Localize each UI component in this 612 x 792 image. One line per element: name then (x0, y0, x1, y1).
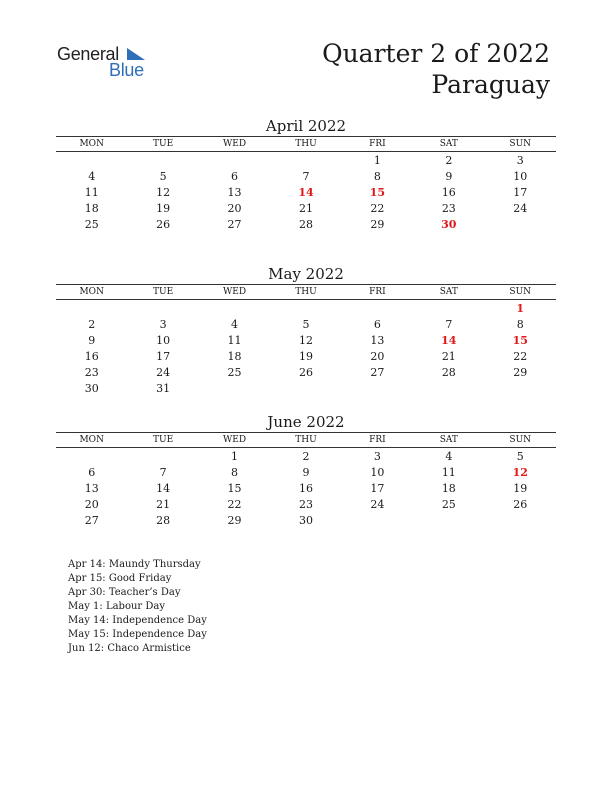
day-cell: 24 (513, 202, 528, 215)
empty-day-cell (413, 513, 484, 529)
day-cell: 30 (84, 382, 99, 395)
day-cell: 3 (373, 450, 381, 463)
day-cell: 4 (445, 450, 453, 463)
day-cell: 22 (227, 498, 242, 511)
holiday-note: May 14: Independence Day (68, 615, 207, 626)
month-calendar (56, 264, 556, 397)
holiday-day-cell: 12 (512, 466, 528, 479)
weekday-label: FRI (369, 435, 386, 445)
day-cell: 5 (516, 450, 524, 463)
day-cell: 26 (156, 218, 171, 231)
holiday-note: May 1: Labour Day (68, 601, 165, 612)
holiday-day-cell: 15 (369, 186, 386, 199)
day-cell: 26 (513, 498, 528, 511)
empty-day-cell (485, 217, 556, 233)
day-cell: 21 (156, 498, 171, 511)
week-row (56, 513, 556, 529)
day-cell: 4 (88, 170, 96, 183)
day-cell: 2 (88, 318, 96, 331)
week-row (56, 185, 556, 201)
day-cell: 23 (298, 498, 313, 511)
day-cell: 25 (441, 498, 456, 511)
day-cell: 13 (227, 186, 242, 199)
day-cell: 19 (513, 482, 528, 495)
day-cell: 7 (302, 170, 310, 183)
week-row (56, 449, 556, 465)
day-cell: 14 (156, 482, 171, 495)
week-row (56, 349, 556, 365)
title-country: Paraguay (431, 70, 550, 99)
page-title (322, 38, 550, 100)
day-cell: 18 (227, 350, 242, 363)
day-cell: 27 (84, 514, 99, 527)
day-cell: 9 (88, 334, 96, 347)
day-cell: 4 (231, 318, 239, 331)
weekday-header (56, 432, 556, 448)
week-row (56, 153, 556, 169)
day-cell: 27 (227, 218, 242, 231)
day-cell: 27 (370, 366, 385, 379)
day-cell: 9 (302, 466, 310, 479)
month-calendar (56, 116, 556, 233)
day-cell: 29 (227, 514, 242, 527)
day-cell: 25 (227, 366, 242, 379)
weekday-label: THU (295, 139, 317, 149)
day-cell: 16 (298, 482, 313, 495)
empty-day-cell (127, 449, 198, 465)
day-cell: 5 (302, 318, 310, 331)
logo-word-blue: Blue (109, 60, 144, 80)
week-row (56, 497, 556, 513)
month-title: June 2022 (267, 413, 345, 431)
day-cell: 10 (370, 466, 385, 479)
empty-day-cell (413, 381, 484, 397)
day-cell: 6 (231, 170, 239, 183)
empty-day-cell (413, 301, 484, 317)
empty-day-cell (56, 449, 127, 465)
day-cell: 28 (298, 218, 313, 231)
week-row (56, 201, 556, 217)
weekday-label: TUE (153, 435, 174, 445)
day-cell: 11 (227, 334, 242, 347)
logo-word-general: General (57, 44, 119, 64)
weekday-label: THU (295, 435, 317, 445)
weekday-label: WED (223, 435, 247, 445)
empty-day-cell (56, 301, 127, 317)
day-cell: 13 (370, 334, 385, 347)
weekday-label: MON (79, 139, 104, 149)
logo-triangle-icon (125, 47, 145, 61)
week-row (56, 217, 556, 233)
day-cell: 12 (156, 186, 171, 199)
title-quarter: Quarter 2 of 2022 (322, 39, 550, 68)
week-row (56, 365, 556, 381)
day-cell: 21 (298, 202, 313, 215)
day-cell: 8 (231, 466, 239, 479)
weekday-header (56, 284, 556, 300)
day-cell: 30 (298, 514, 313, 527)
weekday-label: SAT (439, 139, 458, 149)
empty-day-cell (270, 381, 341, 397)
week-row (56, 465, 556, 481)
holiday-day-cell: 15 (512, 334, 528, 347)
weekday-header (56, 136, 556, 152)
weekday-label: SAT (439, 287, 458, 297)
day-cell: 6 (373, 318, 381, 331)
day-cell: 3 (516, 154, 524, 167)
empty-day-cell (127, 153, 198, 169)
empty-day-cell (270, 301, 341, 317)
month-calendar (56, 412, 556, 529)
weekday-label: SUN (509, 139, 532, 149)
week-row (56, 169, 556, 185)
empty-day-cell (485, 381, 556, 397)
holiday-note: May 15: Independence Day (68, 629, 207, 640)
empty-day-cell (342, 381, 413, 397)
week-row (56, 381, 556, 397)
day-cell: 23 (84, 366, 99, 379)
holiday-day-cell: 30 (441, 218, 457, 231)
day-cell: 22 (513, 350, 528, 363)
weekday-label: FRI (369, 287, 386, 297)
empty-day-cell (56, 153, 127, 169)
weekday-label: TUE (153, 139, 174, 149)
day-cell: 17 (156, 350, 171, 363)
weekday-label: TUE (153, 287, 174, 297)
holiday-note: Jun 12: Chaco Armistice (68, 643, 191, 654)
weekday-label: WED (223, 287, 247, 297)
empty-day-cell (199, 301, 270, 317)
holiday-note: Apr 14: Maundy Thursday (68, 559, 201, 570)
day-cell: 25 (84, 218, 99, 231)
day-cell: 9 (445, 170, 453, 183)
weekday-label: SUN (509, 435, 532, 445)
day-cell: 8 (373, 170, 381, 183)
day-cell: 13 (84, 482, 99, 495)
day-cell: 19 (298, 350, 313, 363)
day-cell: 24 (156, 366, 171, 379)
empty-day-cell (342, 513, 413, 529)
empty-day-cell (342, 301, 413, 317)
day-cell: 22 (370, 202, 385, 215)
day-cell: 2 (302, 450, 310, 463)
empty-day-cell (199, 381, 270, 397)
day-cell: 20 (84, 498, 99, 511)
day-cell: 15 (227, 482, 242, 495)
day-cell: 28 (441, 366, 456, 379)
day-cell: 11 (441, 466, 456, 479)
day-cell: 16 (84, 350, 99, 363)
day-cell: 5 (159, 170, 167, 183)
day-cell: 7 (445, 318, 453, 331)
holiday-day-cell: 14 (441, 334, 457, 347)
holiday-day-cell: 1 (516, 302, 525, 315)
day-cell: 20 (227, 202, 242, 215)
empty-day-cell (127, 301, 198, 317)
day-cell: 7 (159, 466, 167, 479)
weekday-label: SAT (439, 435, 458, 445)
holiday-note: Apr 30: Teacher’s Day (68, 587, 181, 598)
day-cell: 17 (513, 186, 528, 199)
day-cell: 21 (441, 350, 456, 363)
day-cell: 18 (84, 202, 99, 215)
day-cell: 24 (370, 498, 385, 511)
weekday-label: SUN (509, 287, 532, 297)
week-row (56, 481, 556, 497)
day-cell: 20 (370, 350, 385, 363)
empty-day-cell (199, 153, 270, 169)
holiday-notes (68, 558, 207, 656)
day-cell: 28 (156, 514, 171, 527)
day-cell: 29 (370, 218, 385, 231)
holiday-day-cell: 14 (298, 186, 314, 199)
month-title: May 2022 (268, 265, 344, 283)
holiday-note: Apr 15: Good Friday (68, 573, 172, 584)
week-row (56, 301, 556, 317)
day-cell: 2 (445, 154, 453, 167)
day-cell: 11 (84, 186, 99, 199)
logo (57, 44, 167, 84)
day-cell: 10 (156, 334, 171, 347)
month-title: April 2022 (265, 117, 347, 135)
day-cell: 29 (513, 366, 528, 379)
day-cell: 8 (516, 318, 524, 331)
day-cell: 26 (298, 366, 313, 379)
day-cell: 31 (156, 382, 171, 395)
day-cell: 10 (513, 170, 528, 183)
weekday-label: MON (79, 435, 104, 445)
weekday-label: WED (223, 139, 247, 149)
weekday-label: THU (295, 287, 317, 297)
week-row (56, 317, 556, 333)
day-cell: 19 (156, 202, 171, 215)
day-cell: 1 (373, 154, 381, 167)
day-cell: 23 (441, 202, 456, 215)
weekday-label: FRI (369, 139, 386, 149)
empty-day-cell (270, 153, 341, 169)
empty-day-cell (485, 513, 556, 529)
day-cell: 18 (441, 482, 456, 495)
day-cell: 6 (88, 466, 96, 479)
day-cell: 16 (441, 186, 456, 199)
day-cell: 1 (231, 450, 239, 463)
day-cell: 12 (298, 334, 313, 347)
week-row (56, 333, 556, 349)
weekday-label: MON (79, 287, 104, 297)
day-cell: 17 (370, 482, 385, 495)
day-cell: 3 (159, 318, 167, 331)
